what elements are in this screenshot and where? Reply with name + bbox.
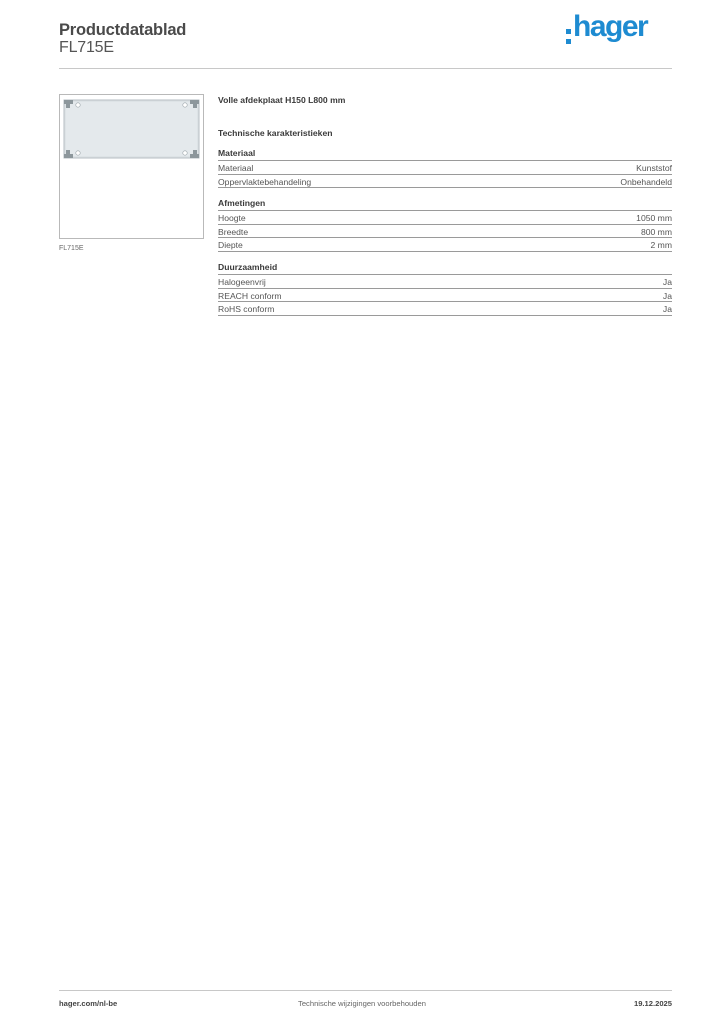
footer-divider <box>59 990 672 991</box>
spec-group-title: Duurzaamheid <box>218 262 672 275</box>
footer-website-link[interactable]: hager.com/nl-be <box>59 999 118 1008</box>
product-description: Volle afdekplaat H150 L800 mm <box>218 95 346 105</box>
spec-row <box>218 238 672 252</box>
spec-row <box>218 175 672 189</box>
spec-value: 800 mm <box>640 226 672 237</box>
spec-group-title: Materiaal <box>218 148 672 161</box>
spec-row <box>218 161 672 175</box>
hager-logo[interactable] <box>566 12 647 46</box>
spec-label: Hoogte <box>218 213 246 224</box>
spec-label: Materiaal <box>218 163 254 173</box>
spec-value: Ja <box>662 290 672 301</box>
spec-label: Diepte <box>218 240 243 251</box>
product-image <box>59 94 204 239</box>
spec-value: Onbehandeld <box>620 176 672 187</box>
spec-value: 2 mm <box>650 240 672 251</box>
spec-group-dimensions <box>218 198 672 252</box>
technical-heading: Technische karakteristieken <box>218 128 333 138</box>
spec-value: Kunststof <box>636 163 672 173</box>
spec-label: Breedte <box>218 226 249 237</box>
spec-value: Ja <box>662 304 672 315</box>
document-title: Productdatablad <box>59 21 187 39</box>
spec-row <box>218 225 672 239</box>
spec-row <box>218 289 672 303</box>
spec-group-sustainability <box>218 262 672 316</box>
spec-label: RoHS conform <box>218 304 275 315</box>
logo-text: hager <box>573 10 648 43</box>
product-code: FL715E <box>59 39 114 56</box>
header-divider <box>59 68 672 69</box>
product-details <box>218 95 672 316</box>
footer-date: 19.12.2025 <box>633 999 672 1008</box>
spec-label: Halogeenvrij <box>218 276 266 287</box>
spec-label: Oppervlaktebehandeling <box>218 176 312 187</box>
spec-group-material <box>218 148 672 188</box>
spec-label: REACH conform <box>218 290 282 301</box>
spec-row <box>218 302 672 316</box>
spec-value: 1050 mm <box>636 213 672 224</box>
image-caption: FL715E <box>59 245 84 252</box>
cover-plate-illustration <box>60 95 203 238</box>
footer-notice: Technische wijzigingen voorbehouden <box>298 999 426 1008</box>
spec-group-title: Afmetingen <box>218 198 672 211</box>
spec-value: Ja <box>662 276 672 287</box>
spec-row <box>218 275 672 289</box>
spec-row <box>218 211 672 225</box>
logo-colon-mark <box>566 29 571 44</box>
